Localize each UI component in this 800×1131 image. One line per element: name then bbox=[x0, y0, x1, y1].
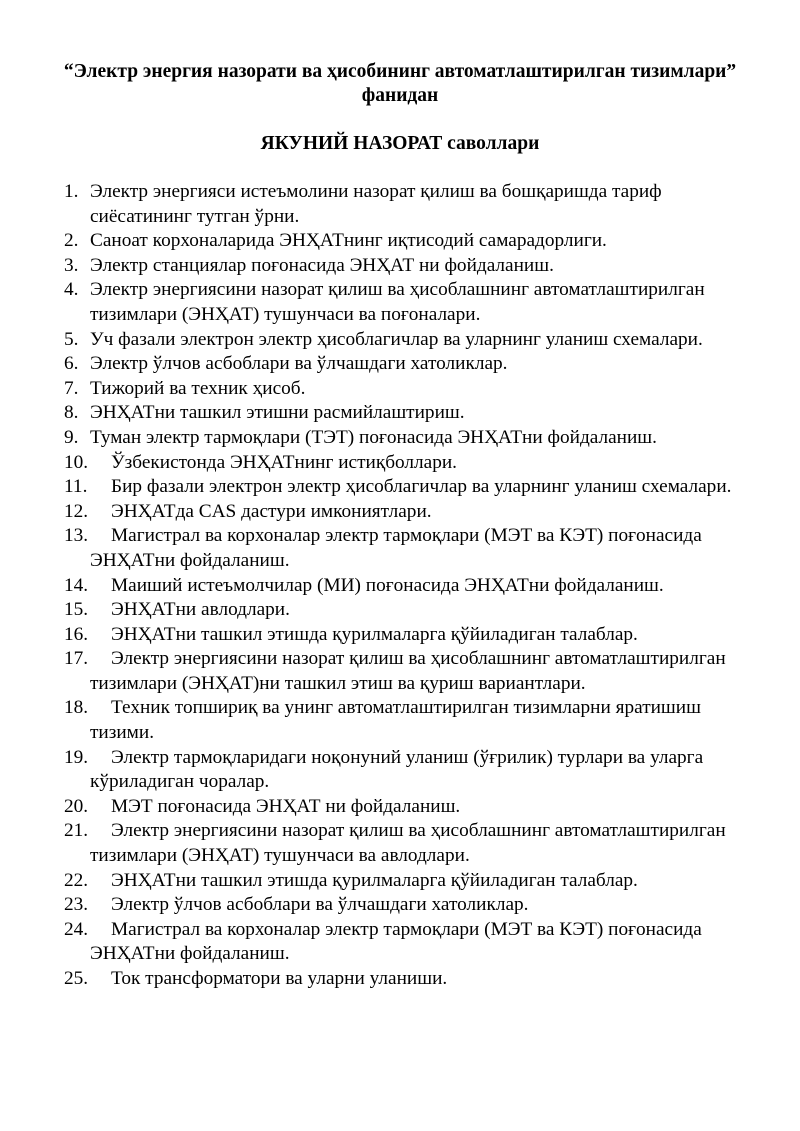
question-number: 21. bbox=[64, 820, 89, 842]
question-text: Бир фазали электрон электр ҳисоблагичлар ва уларнинг уланиш схемалари. bbox=[111, 476, 732, 498]
question-item bbox=[64, 328, 754, 353]
question-item bbox=[64, 524, 754, 573]
question-number: 12. bbox=[64, 500, 89, 522]
question-text: Магистрал ва корхоналар электр тармоқлари (МЭТ ва КЭТ) поғонасида ЭНҲАТни фойдаланиш. bbox=[90, 525, 702, 571]
question-number: 9. bbox=[64, 426, 79, 448]
question-item bbox=[64, 869, 754, 894]
question-item bbox=[64, 574, 754, 599]
question-item bbox=[64, 451, 754, 476]
question-text: Электр энергиясини назорат қилиш ва ҳисоблашнинг автоматлаштирилган тизимлари (ЭНҲАТ) тушунчаси ва поғоналари. bbox=[90, 279, 705, 325]
question-number: 22. bbox=[64, 869, 89, 891]
question-number: 3. bbox=[64, 254, 79, 276]
question-number: 14. bbox=[64, 574, 89, 596]
question-number: 1. bbox=[64, 181, 79, 202]
question-text: Электр станциялар поғонасида ЭНҲАТ ни фойдаланиш. bbox=[90, 254, 554, 276]
document-subtitle: ЯКУНИЙ НАЗОРАТ саволлари bbox=[260, 133, 540, 154]
question-text: Магистрал ва корхоналар электр тармоқлари (МЭТ ва КЭТ) поғонасида ЭНҲАТни фойдаланиш. bbox=[90, 918, 702, 965]
question-number: 25. bbox=[64, 968, 89, 989]
question-number: 2. bbox=[64, 230, 79, 252]
question-number: 8. bbox=[64, 402, 79, 424]
question-item bbox=[64, 967, 754, 992]
question-list bbox=[64, 180, 754, 992]
question-text: ЭНҲАТни ташкил этишда қурилмаларга қўйиладиган талаблар. bbox=[111, 623, 638, 645]
question-number: 10. bbox=[64, 451, 89, 473]
question-item bbox=[64, 819, 754, 868]
question-text: ЭНҲАТни ташкил этишда қурилмаларга қўйиладиган талаблар. bbox=[111, 869, 638, 891]
question-number: 15. bbox=[64, 599, 89, 621]
document-title: “Электр энергия назорати ва ҳисобининг автоматлаштирилган тизимлари” фанидан bbox=[63, 61, 737, 106]
question-text: Электр энергиясини назорат қилиш ва ҳисоблашнинг автоматлаштирилган тизимлари (ЭНҲАТ) тушунчаси ва авлодлари. bbox=[90, 820, 726, 867]
question-text: ЭНҲАТда CAS дастури имкониятлари. bbox=[111, 500, 432, 522]
question-item bbox=[64, 647, 754, 696]
question-item bbox=[64, 893, 754, 918]
question-item bbox=[64, 352, 754, 377]
question-item bbox=[64, 696, 754, 745]
question-item bbox=[64, 795, 754, 820]
question-number: 13. bbox=[64, 525, 89, 547]
question-text: Ўзбекистонда ЭНҲАТнинг истиқболлари. bbox=[111, 451, 457, 473]
question-text: Туман электр тармоқлари (ТЭТ) поғонасида ЭНҲАТни фойдаланиш. bbox=[90, 426, 657, 448]
question-number: 4. bbox=[64, 279, 79, 301]
question-item bbox=[64, 254, 754, 279]
question-text: ЭНҲАТни ташкил этишни расмийлаштириш. bbox=[90, 402, 465, 424]
question-text: Ток трансформатори ва уларни уланиши. bbox=[111, 968, 448, 989]
question-item bbox=[64, 918, 754, 967]
question-text: Уч фазали электрон электр ҳисоблагичлар ва уларнинг уланиш схемалари. bbox=[90, 328, 703, 350]
question-text: Тижорий ва техник ҳисоб. bbox=[90, 377, 306, 399]
question-item bbox=[64, 426, 754, 451]
question-text: Электр ўлчов асбоблари ва ўлчашдаги хатоликлар. bbox=[111, 894, 529, 916]
question-number: 20. bbox=[64, 795, 89, 817]
question-number: 7. bbox=[64, 377, 79, 399]
question-text: МЭТ поғонасида ЭНҲАТ ни фойдаланиш. bbox=[111, 795, 461, 817]
question-text: Электр тармоқларидаги ноқонуний уланиш (ўғрилик) турлари ва уларга кўриладиган чоралар. bbox=[90, 746, 704, 793]
question-text: ЭНҲАТни авлодлари. bbox=[111, 599, 290, 621]
question-text: Саноат корхоналарида ЭНҲАТнинг иқтисодий самарадорлиги. bbox=[90, 230, 607, 252]
question-item bbox=[64, 278, 754, 327]
question-item bbox=[64, 746, 754, 795]
question-item bbox=[64, 500, 754, 525]
question-item bbox=[64, 180, 754, 229]
question-text: Электр ўлчов асбоблари ва ўлчашдаги хатоликлар. bbox=[90, 353, 508, 375]
question-text: Техник топшириқ ва унинг автоматлаштирилган тизимларни яратишиш тизими. bbox=[90, 697, 701, 744]
question-number: 24. bbox=[64, 918, 89, 940]
question-item bbox=[64, 623, 754, 648]
question-number: 23. bbox=[64, 894, 89, 916]
question-number: 17. bbox=[64, 648, 89, 670]
question-number: 19. bbox=[64, 746, 89, 768]
question-number: 6. bbox=[64, 353, 79, 375]
question-number: 5. bbox=[64, 328, 79, 350]
question-item bbox=[64, 598, 754, 623]
question-text: Электр энергияси истеъмолини назорат қилиш ва бошқаришда тариф сиёсатининг тутган ўрни. bbox=[90, 181, 662, 227]
question-item bbox=[64, 475, 754, 500]
question-item bbox=[64, 401, 754, 426]
question-item bbox=[64, 377, 754, 402]
question-number: 18. bbox=[64, 697, 89, 719]
question-number: 16. bbox=[64, 623, 89, 645]
question-number: 11. bbox=[64, 476, 88, 498]
question-item bbox=[64, 229, 754, 254]
question-text: Электр энергиясини назорат қилиш ва ҳисоблашнинг автоматлаштирилган тизимлари (ЭНҲАТ)ни ташкил этиш ва қуриш вариантлари. bbox=[90, 648, 726, 694]
question-text: Маиший истеъмолчилар (МИ) поғонасида ЭНҲАТни фойдаланиш. bbox=[111, 574, 664, 596]
